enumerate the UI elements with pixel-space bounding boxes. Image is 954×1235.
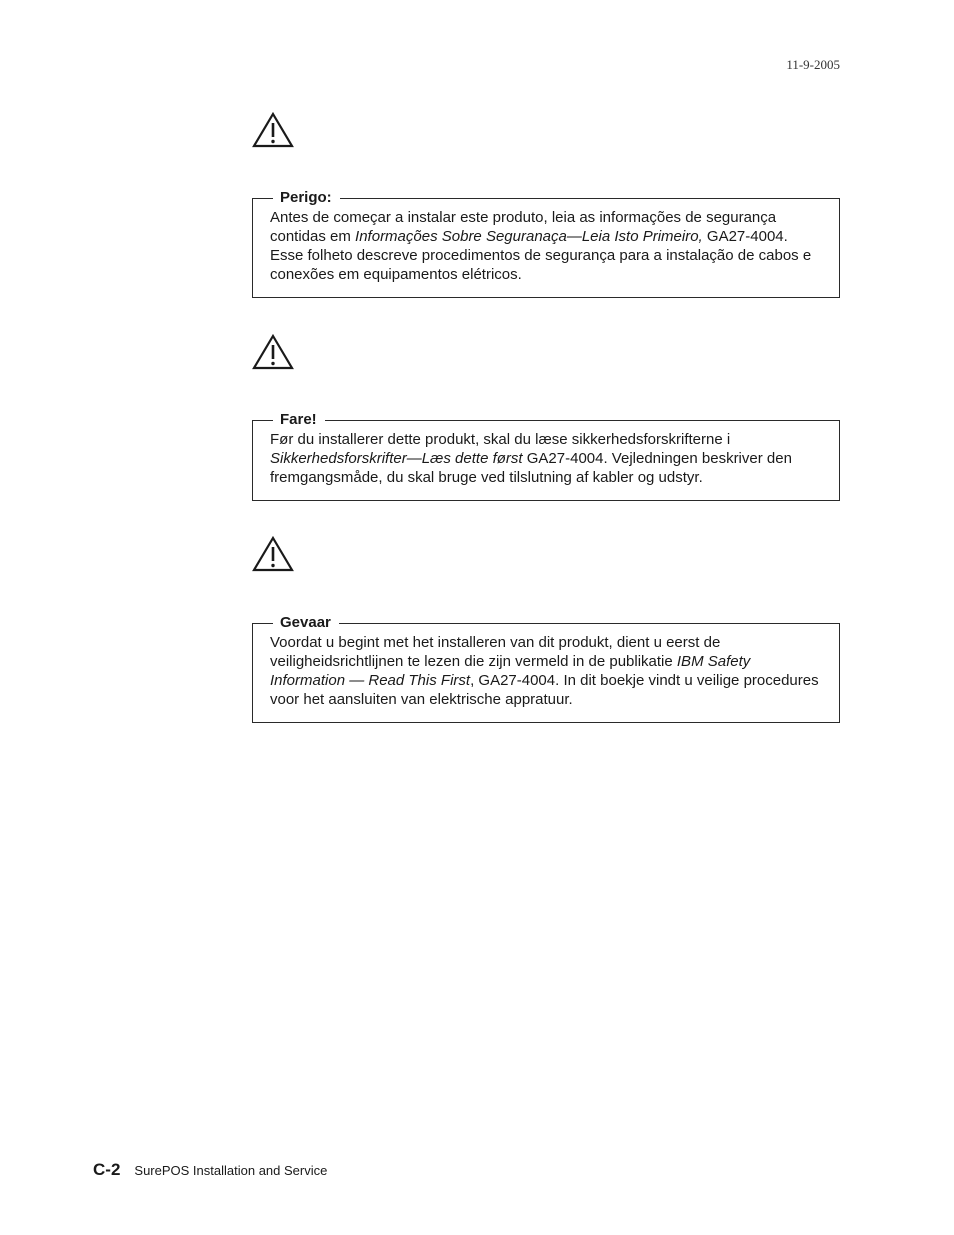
document-title: SurePOS Installation and Service <box>134 1163 328 1178</box>
notice-text: Før du installerer dette produkt, skal du læse sikkerhedsforskrifterne i <box>270 431 731 448</box>
warning-triangle-icon <box>252 334 294 370</box>
warning-triangle-icon <box>252 112 294 148</box>
page-number: C-2 <box>93 1160 121 1179</box>
notice-text: GA27-4004. Vejledningen beskriver den fremgangsmåde, du skal bruge ved tilslutning af kabler og udstyr. <box>270 450 792 486</box>
notice-text: Antes de começar a instalar este produto, leia as informações de segurança contidas em <box>270 209 777 245</box>
warning-triangle-icon <box>252 536 294 572</box>
notice-body <box>270 208 825 284</box>
notice-text: , GA27-4004. In dit boekje vindt u veilige procedures voor het aansluiten van elektrische appratuur. <box>270 672 819 708</box>
page-date: 11-9-2005 <box>786 57 840 72</box>
notice-title: Fare! <box>273 410 325 430</box>
notice-title: Perigo: <box>273 188 340 208</box>
publication-title: IBM Safety Information — Read This First <box>270 653 751 689</box>
publication-title: Informações Sobre Seguranaça—Leia Isto Primeiro, <box>355 228 703 245</box>
notice-fare <box>252 411 840 501</box>
notice-title: Gevaar <box>273 613 339 633</box>
notice-gevaar <box>252 614 840 723</box>
notice-body <box>270 430 825 487</box>
notice-text: Voordat u begint met het installeren van dit produkt, dient u eerst de veiligheidsrichtlijnen te lezen die zijn vermeld in de publikatie <box>270 634 721 670</box>
page-footer <box>93 1160 327 1180</box>
publication-title: Sikkerhedsforskrifter—Læs dette først <box>270 450 523 467</box>
notice-text: GA27-4004. Esse folheto descreve procedimentos de segurança para a instalação de cabos e conexões em equipamentos elétricos. <box>270 228 812 283</box>
notice-body <box>270 633 825 709</box>
notice-perigo <box>252 189 840 298</box>
